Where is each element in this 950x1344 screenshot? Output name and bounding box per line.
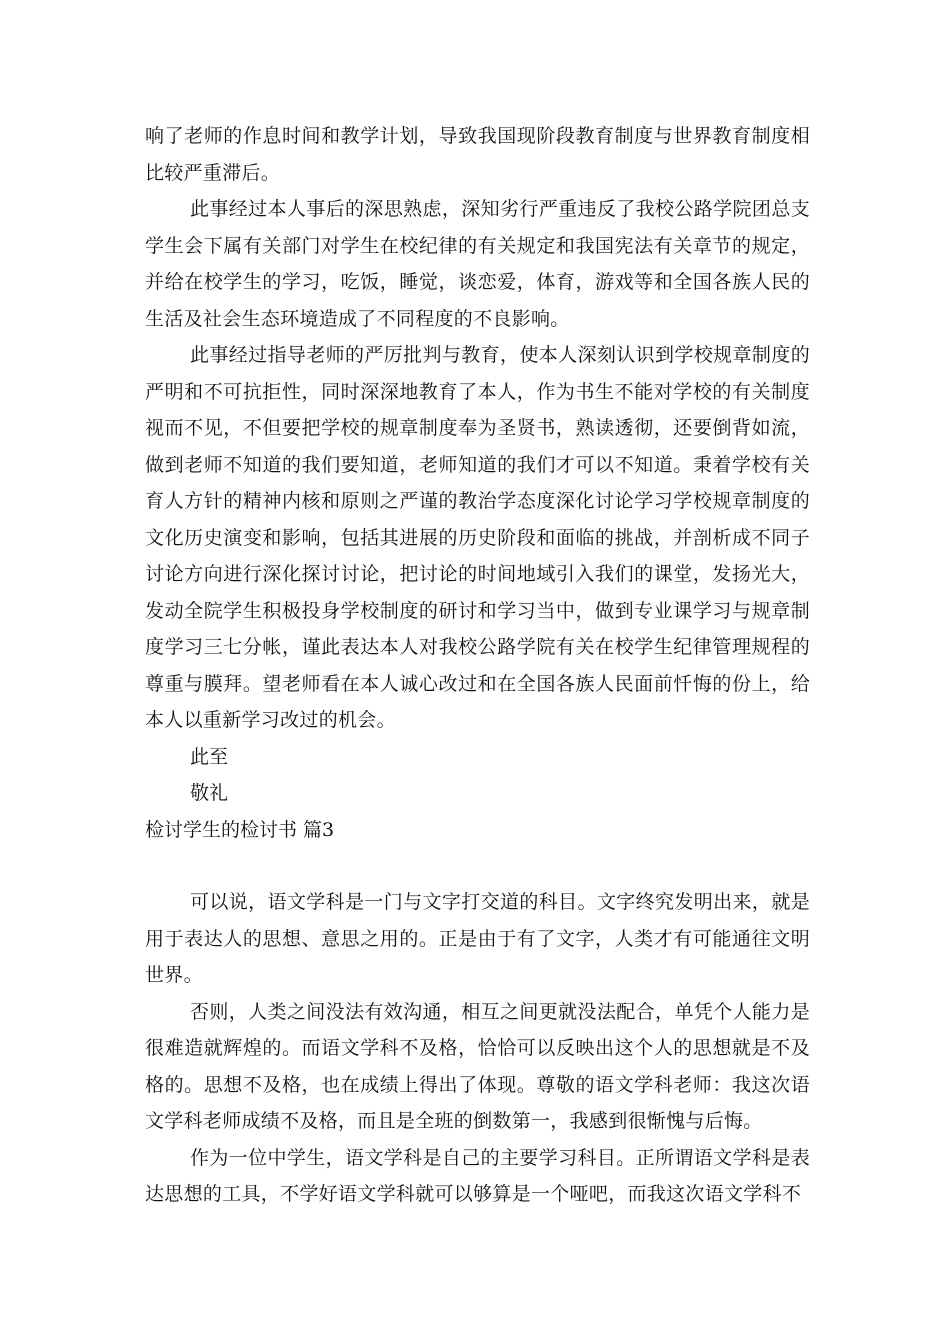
paragraph-reflection: 此事经过本人事后的深思熟虑，深知劣行严重违反了我校公路学院团总支学生会下属有关部门对学生在校纪律的有关规定和我国宪法有关章节的规定，并给在校学生的学习，吃饭，睡觉，谈恋爱，体育，游戏等和全国各族人民的生活及社会生态环境造成了不同程度的不良影响。 <box>145 198 810 330</box>
closing-line-1: 此至 <box>190 745 229 768</box>
paragraph-teacher-criticism: 此事经过指导老师的严厉批判与教育，使本人深刻认识到学校规章制度的严明和不可抗拒性，同时深深地教育了本人，作为书生不能对学校的有关制度视而不见，不但要把学校的规章制度奉为圣贤书，熟读透彻，还要倒背如流，做到老师不知道的我们要知道，老师知道的我们才可以不知道。秉着学校有关育人方针的精神内核和原则之严谨的教治学态度深化讨论学习学校规章制度的文化历史演变和影响，包括其进展的历史阶段和面临的挑战，并剖析成不同子讨论方向进行深化探讨讨论，把讨论的时间地域引入我们的课堂，发扬光大，发动全院学生积极投身学校制度的研讨和学习当中，做到专业课学习与规章制度学习三七分帐，谨此表达本人对我校公路学院有关在校学生纪律管理规程的尊重与膜拜。望老师看在本人诚心改过和在全国各族人民面前忏悔的份上，给本人以重新学习改过的机会。 <box>145 344 810 731</box>
paragraph-chinese-subject: 可以说，语文学科是一门与文字打交道的科目。文字终究发明出来，就是用于表达人的思想、意思之用的。正是由于有了文字，人类才有可能通往文明世界。 <box>145 891 810 986</box>
paragraph-failing-grade: 否则，人类之间没法有效沟通，相互之间更就没法配合，单凭个人能力是很难造就辉煌的。而语文学科不及格，恰恰可以反映出这个人的思想就是不及格的。思想不及格，也在成绩上得出了体现。尊敬的语文学科老师：我这次语文学科老师成绩不及格，而且是全班的倒数第一，我感到很惭愧与后悔。 <box>145 1000 810 1132</box>
document-body <box>145 118 810 1213</box>
closing-line-2: 敬礼 <box>190 782 229 804</box>
paragraph-middle-school-student: 作为一位中学生，语文学科是自己的主要学习科目。正所谓语文学科是表达思想的工具，不学好语文学科就可以够算是一个哑吧，而我这次语文学科不 <box>145 1146 810 1205</box>
section-heading: 检讨学生的检讨书 篇3 <box>145 818 335 841</box>
paragraph-continuation: 响了老师的作息时间和教学计划，导致我国现阶段教育制度与世界教育制度相比较严重滞后。 <box>145 125 810 184</box>
